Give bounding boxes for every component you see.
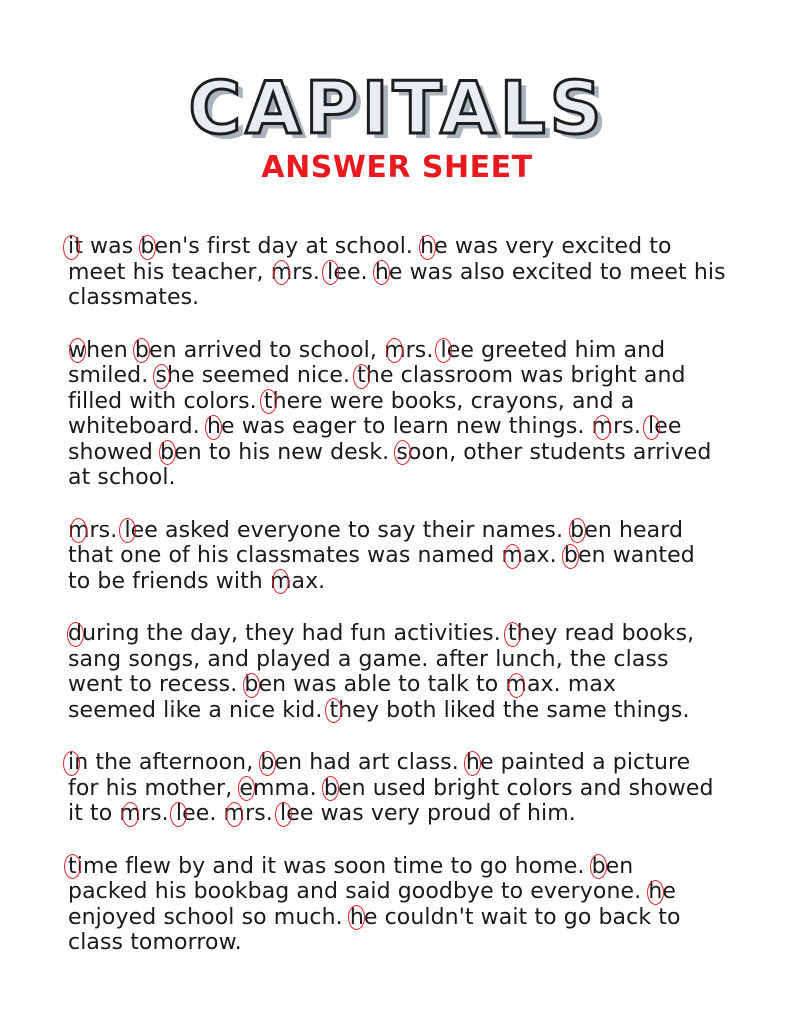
story-text-run: t was bbox=[74, 234, 141, 259]
story-text-run: rs. bbox=[613, 414, 649, 439]
story-text-run: sang songs, and played a game. after lunch, the class bbox=[68, 646, 669, 672]
story-text-run: went to recess. bbox=[68, 672, 245, 697]
story-paragraph bbox=[68, 234, 758, 311]
story-text-run: rs. bbox=[245, 801, 280, 826]
story-text-run: ee asked everyone to say their names. bbox=[130, 517, 571, 543]
story-text-run: ee greeted him and bbox=[446, 337, 666, 363]
title-block bbox=[0, 68, 794, 148]
story-text-run: hey read books, bbox=[516, 621, 695, 646]
capital-circle-mark: l bbox=[279, 801, 287, 826]
story-text-run: for his mother, bbox=[68, 775, 240, 801]
story-text-run: ee was very proud of him. bbox=[286, 801, 576, 826]
story-text-run: that one of his classmates was named bbox=[68, 543, 502, 568]
capital-circle-mark: t bbox=[507, 621, 517, 646]
story-text-run: here were books, crayons, and a bbox=[272, 388, 635, 414]
story-line bbox=[68, 440, 758, 466]
story-text-run: e was also excited to meet his bbox=[388, 259, 726, 285]
capital-circle-mark: t bbox=[263, 388, 273, 414]
capital-circle-mark: m bbox=[501, 543, 523, 568]
story-text-run: e painted a picture bbox=[479, 750, 691, 775]
capital-circle-mark: i bbox=[68, 750, 75, 775]
capital-circle-mark: b bbox=[570, 517, 585, 543]
story-text-run: enjoyed school so much. bbox=[68, 904, 350, 930]
story-text-run: en wanted bbox=[577, 543, 695, 568]
capital-circle-mark: w bbox=[68, 337, 87, 363]
story-text-run: ime flew by and it was soon time to go home. bbox=[76, 853, 592, 879]
story-text-run: en used bright colors and showed bbox=[337, 775, 714, 801]
story-line bbox=[68, 569, 758, 595]
capital-circle-mark: b bbox=[140, 234, 155, 259]
story-text-run: rs. bbox=[405, 337, 441, 363]
story-line bbox=[68, 854, 758, 880]
capital-circle-mark: l bbox=[175, 801, 183, 826]
story-text-run: e was eager to learn new things. bbox=[220, 414, 592, 439]
story-text-run: ax. max bbox=[526, 672, 617, 697]
story-line bbox=[68, 672, 758, 698]
story-text-run: smiled. bbox=[68, 363, 156, 388]
story-line bbox=[68, 518, 758, 544]
capital-circle-mark: m bbox=[591, 414, 614, 439]
capital-circle-mark: h bbox=[206, 414, 221, 439]
story-paragraph bbox=[68, 854, 758, 956]
story-line bbox=[68, 363, 758, 389]
story-text-run: class tomorrow. bbox=[68, 930, 242, 955]
capital-circle-mark: h bbox=[374, 259, 389, 285]
capital-circle-mark: m bbox=[384, 337, 406, 363]
story-text-run: ee. bbox=[182, 801, 224, 826]
story-line bbox=[68, 389, 758, 415]
story-text-run: mma. bbox=[253, 775, 324, 801]
story-text-run: en was able to talk to bbox=[258, 672, 506, 697]
capital-circle-mark: e bbox=[239, 775, 254, 801]
capital-circle-mark: b bbox=[591, 853, 606, 879]
capital-circle-mark: m bbox=[68, 517, 90, 543]
story-text-run: en heard bbox=[584, 517, 684, 543]
story-line bbox=[68, 801, 758, 827]
capital-circle-mark: s bbox=[396, 439, 408, 465]
story-line bbox=[68, 260, 758, 286]
story-text-run: e was very excited to bbox=[434, 234, 672, 259]
capital-circle-mark: h bbox=[648, 879, 663, 904]
story-text-run: n the afternoon, bbox=[74, 750, 261, 775]
capital-circle-mark: h bbox=[465, 750, 480, 775]
capital-circle-mark: l bbox=[648, 414, 655, 439]
capital-circle-mark: b bbox=[323, 775, 338, 801]
story-line bbox=[68, 647, 758, 673]
story-text-run: at school. bbox=[68, 465, 176, 490]
story-text-run: rs. bbox=[292, 259, 328, 285]
story-text-run: he classroom was bright and bbox=[365, 363, 686, 388]
capital-circle-mark: m bbox=[270, 259, 293, 285]
capital-circle-mark: m bbox=[119, 801, 141, 826]
capital-circle-mark: m bbox=[223, 801, 246, 826]
story-line bbox=[68, 414, 758, 440]
capital-circle-mark: t bbox=[329, 697, 339, 723]
story-line bbox=[68, 621, 758, 647]
subtitle-block bbox=[0, 150, 794, 186]
story-text-run: classmates. bbox=[68, 285, 200, 310]
answer-sheet-subtitle: ANSWER SHEET bbox=[261, 150, 533, 185]
story-text-run: hey both liked the same things. bbox=[338, 697, 690, 723]
story-line bbox=[68, 543, 758, 569]
story-paragraph bbox=[68, 338, 758, 491]
story-text-run: en had art class. bbox=[274, 750, 466, 775]
story-text-run: ax. bbox=[291, 568, 326, 594]
story-line bbox=[68, 776, 758, 802]
story-text-run: to be friends with bbox=[68, 568, 270, 594]
story-text-run: en arrived to school, bbox=[149, 337, 385, 363]
capital-circle-mark: b bbox=[563, 543, 578, 568]
capital-circle-mark: h bbox=[349, 904, 364, 930]
capital-circle-mark: b bbox=[260, 750, 275, 775]
story-text-run: it to bbox=[68, 801, 120, 826]
story-line bbox=[68, 285, 758, 311]
story-text-run: packed his bookbag and said goodbye to everyone. bbox=[68, 879, 649, 904]
capital-circle-mark: s bbox=[155, 363, 167, 388]
capital-circle-mark: b bbox=[244, 672, 259, 697]
story-line bbox=[68, 905, 758, 931]
story-text-run: ee. bbox=[333, 259, 375, 285]
story-text-run: he seemed nice. bbox=[166, 363, 358, 388]
story-text-run: uring the day, they had fun activities. bbox=[82, 621, 508, 646]
story-text-run: rs. bbox=[89, 517, 125, 543]
story-text-run: e bbox=[662, 879, 677, 904]
capital-circle-mark: h bbox=[420, 234, 435, 259]
capital-circle-mark: l bbox=[327, 259, 334, 285]
story-line bbox=[68, 465, 758, 491]
story-text-run: hen bbox=[86, 337, 135, 363]
story-text-run: oon, other students arrived bbox=[407, 439, 712, 465]
capital-circle-mark: t bbox=[357, 363, 366, 388]
story-text-run: meet his teacher, bbox=[68, 259, 271, 285]
story-paragraph bbox=[68, 750, 758, 827]
story-paragraph bbox=[68, 518, 758, 595]
story-text-run: ax. bbox=[522, 543, 564, 568]
capital-circle-mark: t bbox=[68, 853, 77, 879]
story-text-run: en to his new desk. bbox=[174, 439, 397, 465]
story-line bbox=[68, 234, 758, 260]
capital-circle-mark: l bbox=[440, 337, 447, 363]
capital-circle-mark: m bbox=[505, 672, 527, 697]
story-text-run: e couldn't wait to go back to bbox=[363, 904, 681, 930]
story-text-run: en's first day at school. bbox=[154, 234, 421, 259]
story-text-run: ee bbox=[654, 414, 682, 439]
story-line bbox=[68, 750, 758, 776]
capital-circle-mark: b bbox=[134, 337, 149, 363]
story-text bbox=[68, 234, 758, 983]
story-text-run: rs. bbox=[140, 801, 176, 826]
story-text-run: en bbox=[605, 853, 634, 879]
story-text-run: seemed like a nice kid. bbox=[68, 697, 330, 723]
story-paragraph bbox=[68, 621, 758, 723]
story-line bbox=[68, 698, 758, 724]
capital-circle-mark: i bbox=[68, 234, 75, 259]
capital-circle-mark: l bbox=[124, 517, 131, 543]
story-text-run: filled with colors. bbox=[68, 388, 264, 414]
story-text-run: whiteboard. bbox=[68, 414, 207, 439]
capital-circle-mark: b bbox=[160, 439, 175, 465]
story-text-run: showed bbox=[68, 439, 161, 465]
story-line bbox=[68, 338, 758, 364]
page-title: CAPITALS bbox=[188, 66, 606, 150]
story-line bbox=[68, 930, 758, 956]
capital-circle-mark: d bbox=[68, 621, 83, 646]
capital-circle-mark: m bbox=[269, 568, 292, 594]
story-line bbox=[68, 879, 758, 905]
